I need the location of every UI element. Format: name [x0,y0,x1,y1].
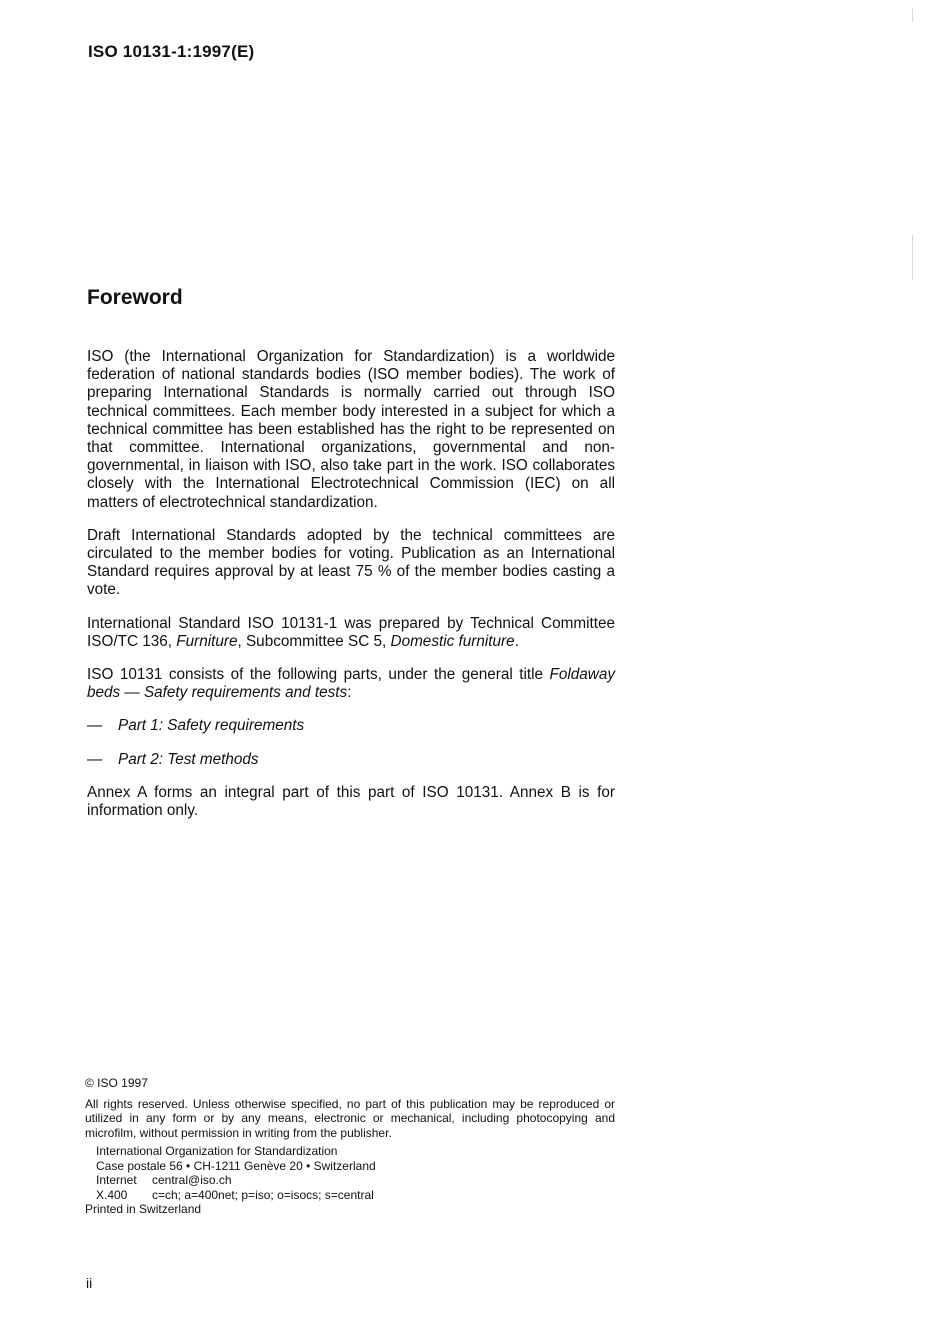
paragraph-prepared-by [87,615,615,651]
part-title: Part 2: Test methods [118,750,259,768]
x400-label: X.400 [96,1187,128,1202]
internet-address: central@iso.ch [152,1173,232,1187]
list-item [87,717,615,735]
text-segment: ISO 10131 consists of the following parts, under the general title [87,666,550,684]
section-heading: Foreword [87,286,183,309]
scan-mark [912,235,913,280]
list-dash: — [87,717,103,735]
document-code: ISO 10131-1:1997(E) [88,42,255,61]
paragraph-parts-intro [87,666,615,702]
rights-statement: All rights reserved. Unless otherwise specified, no part of this publication may be reproduced or utilized in any form or by any means, electronic or mechanical, including photocopying and microfilm, without permission in writing from the publisher. [85,1096,615,1140]
scan-mark [912,8,913,22]
text-segment: International Standard ISO 10131-1 was prepared by Technical Committee ISO/TC 136, [87,614,615,650]
general-title: Foldaway beds — Safety requirements and tests [87,666,615,702]
x400-address: c=ch; a=400net; p=iso; o=isocs; s=central [152,1187,374,1202]
page-number: ii [86,1275,93,1291]
paragraph-iso-description: ISO (the International Organization for Standardization) is a worldwide federation of national standards bodies (ISO member bodies). The work of preparing International Standards is normally carried out through ISO technical committees. Each member body interested in a subject for which a technical committee has been established has the right to be represented on that committee. International organizations, governmental and non-governmental, in liaison with ISO, also take part in the work. ISO collaborates closely with the International Electrotechnical Commission (IEC) on all matters of electrotechnical standardization. [87,348,615,511]
copyright-notice: © ISO 1997 [85,1076,148,1090]
internet-label: Internet [96,1173,137,1187]
part-title: Part 1: Safety requirements [118,717,305,735]
internet-line [85,1173,615,1188]
copyright-block [85,1076,615,1217]
postal-address: Case postale 56 • CH-1211 Genève 20 • Switzerland [96,1158,376,1173]
list-dash: — [87,750,103,768]
committee-name: Furniture [176,632,238,650]
text-segment: : [347,684,352,702]
text-segment: . [514,632,519,650]
organization-name: International Organization for Standardization [96,1144,338,1158]
paragraph-draft-standards: Draft International Standards adopted by the technical committees are circulated to the member bodies for voting. Publication as an International Standard requires approval by at least 75 % of the member bodies casting a vote. [87,526,615,599]
foreword-body [87,348,615,835]
list-item [87,751,615,769]
paragraph-annex-note: Annex A forms an integral part of this part of ISO 10131. Annex B is for information only. [87,783,615,820]
subcommittee-name: Domestic furniture [390,632,515,650]
printed-in: Printed in Switzerland [85,1202,202,1216]
x400-line [85,1188,615,1203]
text-segment: , Subcommittee SC 5, [237,632,391,650]
